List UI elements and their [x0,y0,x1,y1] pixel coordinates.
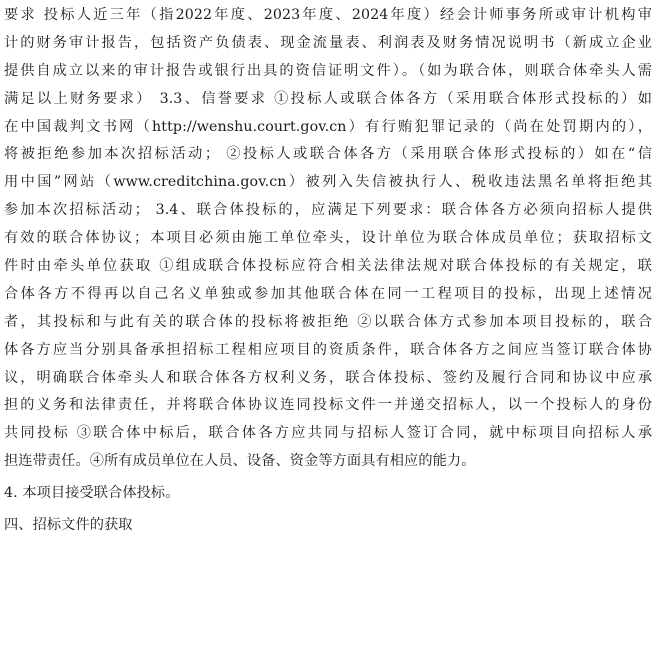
paragraph-line: 合体各方不得再以自己名义单独或参加其他联合体在同一工程项目的投标，出现上述情况 [4,285,652,302]
paragraph-line: 担连带责任。④所有成员单位在人员、设备、资金等方面具有相应的能力。 [4,453,476,470]
paragraph-line: 件时由牵头单位获取 ①组成联合体投标应符合相关法律法规对联合体投标的有关规定，联 [4,258,652,275]
paragraph-line: 有效的联合体协议；本项目必须由施工单位牵头，设计单位为联合体成员单位；获取招标文 [4,230,652,247]
paragraph-line: 在中国裁判文书网（http://wenshu.court.gov.cn）有行贿犯罪记录的（尚在处罚期内的）， [4,118,652,135]
paragraph-line: 满足以上财务要求） 3.3、信誉要求 ①投标人或联合体各方（采用联合体形式投标的）如 [4,90,652,107]
paragraph-line: 要求 投标人近三年（指2022年度、2023年度、2024年度）经会计师事务所或审计机构审 [4,7,652,23]
requirements-paragraph [4,2,652,476]
paragraph-line: 提供自成立以来的审计报告或银行出具的资信证明文件）。（如为联合体，则联合体牵头人需 [4,62,652,79]
document-body [4,2,652,540]
section-heading: 四、招标文件的获取 [4,517,133,534]
item-4-text: 4. 本项目接受联合体投标。 [4,485,180,502]
paragraph-line: 用中国”网站（www.creditchina.gov.cn）被列入失信被执行人、税收违法黑名单将拒绝其 [4,174,652,191]
paragraph-line: 者，其投标和与此有关的联合体的投标将被拒绝 ②以联合体方式参加本项目投标的，联合 [4,313,652,330]
paragraph-line: 议，明确联合体牵头人和联合体各方权利义务，联合体投标、签约及履行合同和协议中应承 [4,369,652,386]
paragraph-line: 计的财务审计报告，包括资产负债表、现金流量表、利润表及财务情况说明书（新成立企业 [4,34,652,51]
paragraph-line: 共同投标 ③联合体中标后，联合体各方应共同与招标人签订合同，就中标项目向招标人承 [4,425,652,442]
paragraph-line: 体各方应当分别具备承担招标工程相应项目的资质条件，联合体各方之间应当签订联合体协 [4,341,652,358]
paragraph-line: 担的义务和法律责任，并将联合体协议连同投标文件一并递交招标人，以一个投标人的身份 [4,397,652,414]
paragraph-line: 将被拒绝参加本次招标活动； ②投标人或联合体各方（采用联合体形式投标的）如在“信 [4,146,652,163]
paragraph-line: 参加本次招标活动； 3.4、联合体投标的，应满足下列要求：联合体各方必须向招标人提供 [4,202,652,219]
